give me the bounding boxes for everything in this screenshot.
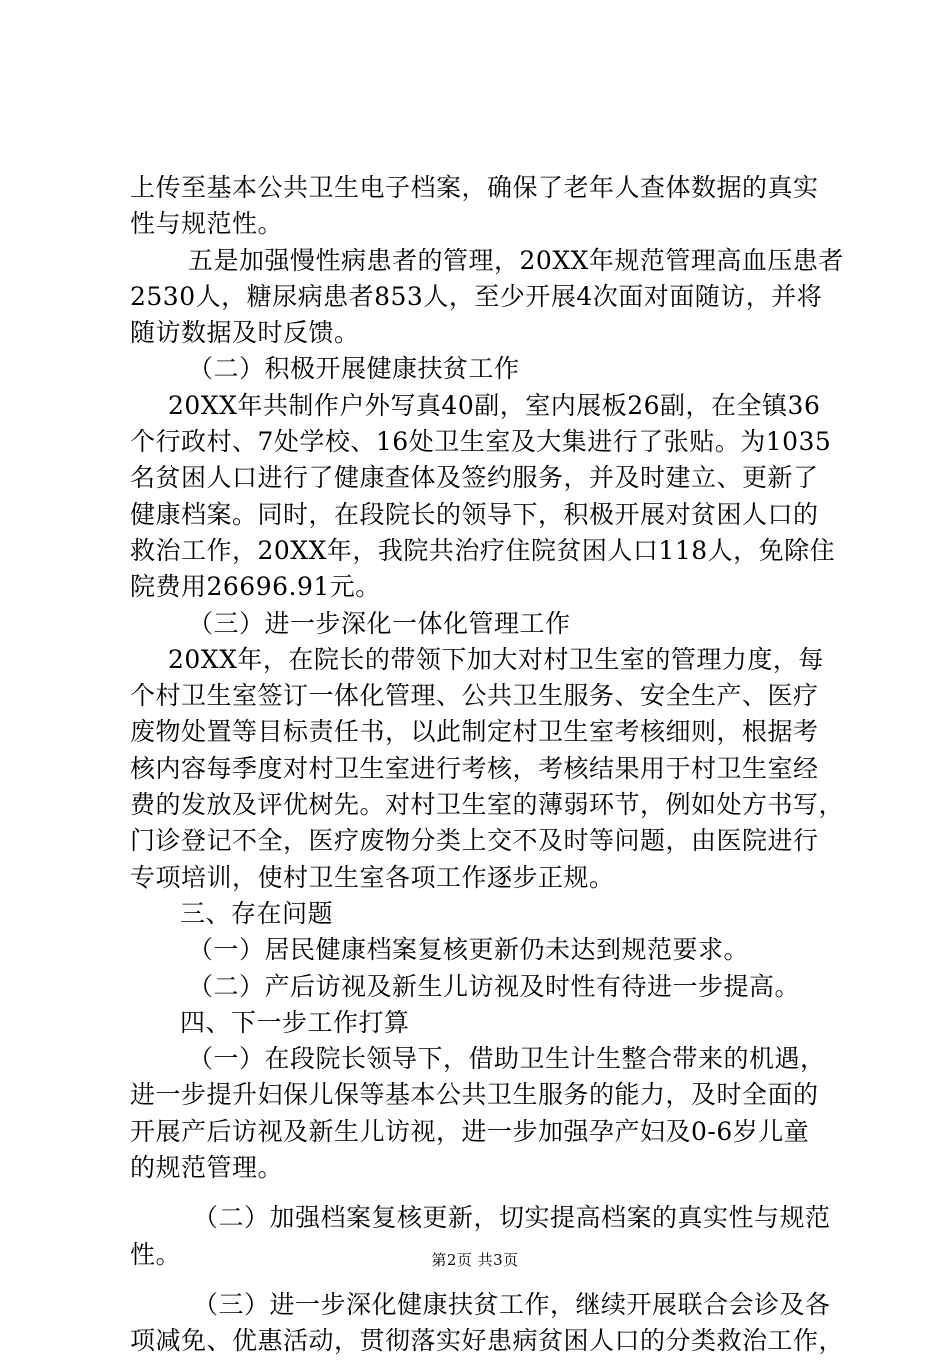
section-heading: 三、存在问题 xyxy=(180,898,334,928)
document-body xyxy=(130,170,845,1360)
text-line: 院费用26696.91元。 xyxy=(130,572,381,602)
text-line: 门诊登记不全，医疗废物分类上交不及时等问题，由医院进行 xyxy=(130,826,819,856)
text-line: 进一步提升妇保儿保等基本公共卫生服务的能力，及时全面的 xyxy=(130,1080,819,1110)
text-line: 专项培训，使村卫生室各项工作逐步正规。 xyxy=(130,862,615,892)
text-line: 健康档案。同时，在段院长的领导下，积极开展对贫困人口的 xyxy=(130,499,819,529)
text-line: （一）居民健康档案复核更新仍未达到规范要求。 xyxy=(188,935,750,965)
section-heading: （二）积极开展健康扶贫工作 xyxy=(188,354,520,384)
text-line: 废物处置等目标责任书，以此制定村卫生室考核细则，根据考 xyxy=(130,717,819,747)
text-line: 费的发放及评优树先。对村卫生室的薄弱环节，例如处方书写， xyxy=(130,790,845,820)
text-line: 个行政村、7处学校、16处卫生室及大集进行了张贴。为1035 xyxy=(130,427,832,457)
text-line: 的规范管理。 xyxy=(130,1153,284,1183)
text-line: 上传至基本公共卫生电子档案，确保了老年人查体数据的真实 xyxy=(130,173,819,202)
text-line: 开展产后访视及新生儿访视，进一步加强孕产妇及0-6岁儿童 xyxy=(130,1116,810,1146)
text-line: （三）进一步深化健康扶贫工作，继续开展联合会诊及各 xyxy=(193,1289,831,1319)
text-line: 核内容每季度对村卫生室进行考核，考核结果用于村卫生室经 xyxy=(130,753,819,783)
text-line: 20XX年共制作户外写真40副，室内展板26副，在全镇36 xyxy=(168,390,821,420)
text-line: 五是加强慢性病患者的管理，20XX年规范管理高血压患者 xyxy=(188,245,844,275)
text-line: 性。 xyxy=(130,1239,182,1269)
text-line: 2530人，糖尿病患者853人，至少开展4次面对面随访，并将 xyxy=(130,281,823,311)
text-line: （一）在段院长领导下，借助卫生计生整合带来的机遇， xyxy=(188,1044,826,1074)
text-line: 名贫困人口进行了健康查体及签约服务，并及时建立、更新了 xyxy=(130,463,819,493)
text-line: 救治工作，20XX年，我院共治疗住院贫困人口118人，免除住 xyxy=(130,535,836,565)
text-line: 20XX年，在院长的带领下加大对村卫生室的管理力度，每 xyxy=(168,644,824,674)
page-footer: 第2页 共3页 xyxy=(431,1251,519,1269)
text-line: （二）加强档案复核更新，切实提高档案的真实性与规范 xyxy=(193,1203,831,1233)
text-line: （二）产后访视及新生儿访视及时性有待进一步提高。 xyxy=(188,971,801,1001)
text-line: 性与规范性。 xyxy=(130,209,284,239)
text-line: 项减免、优惠活动，贯彻落实好患病贫困人口的分类救治工作， xyxy=(130,1326,845,1356)
text-line: 随访数据及时反馈。 xyxy=(130,318,360,348)
section-heading: 四、下一步工作打算 xyxy=(180,1007,410,1037)
text-line: 个村卫生室签订一体化管理、公共卫生服务、安全生产、医疗 xyxy=(130,681,819,711)
section-heading: （三）进一步深化一体化管理工作 xyxy=(188,608,571,638)
